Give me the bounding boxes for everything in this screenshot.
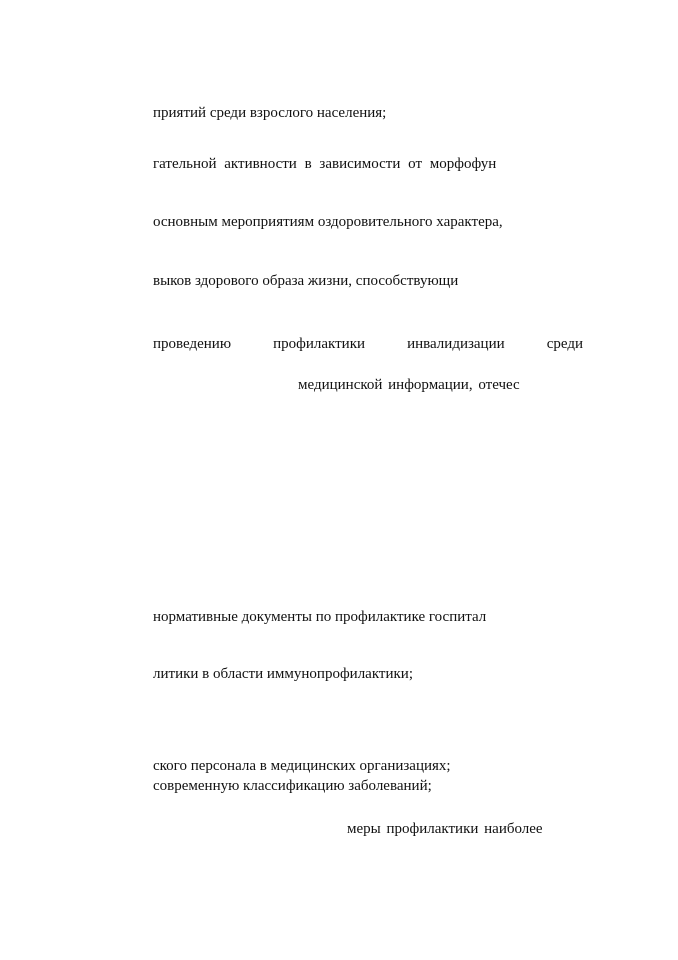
text-line: медицинской информации, отечес — [298, 377, 520, 393]
word: проведению — [153, 336, 232, 352]
text-line: современную классификацию заболеваний; — [153, 778, 432, 794]
text-line: меры профилактики наиболее — [347, 821, 543, 837]
text-line: основным мероприятиям оздоровительного характера, — [153, 214, 503, 230]
text-line: приятий среди взрослого населения; — [153, 105, 387, 121]
word: инвалидизации — [407, 336, 505, 352]
word: среди — [546, 336, 583, 352]
word: профилактики — [273, 336, 366, 352]
text-line: выков здорового образа жизни, способствующи — [153, 273, 459, 289]
text-line: нормативные документы по профилактике госпитал — [153, 609, 487, 625]
text-line-justified — [153, 335, 583, 353]
text-line: гательной активности в зависимости от морфофун — [153, 156, 497, 172]
text-line: литики в области иммунопрофилактики; — [153, 666, 413, 682]
text-line: ского персонала в медицинских организациях; — [153, 758, 451, 774]
